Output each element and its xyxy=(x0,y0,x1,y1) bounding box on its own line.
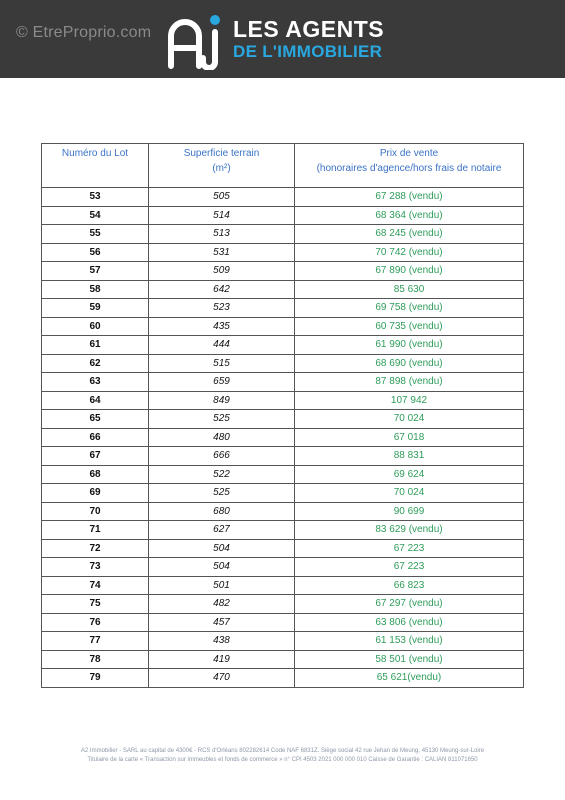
land-area-cell: 504 xyxy=(149,558,295,577)
sale-price-cell: 63 806 (vendu) xyxy=(295,613,524,632)
table-row xyxy=(42,280,524,299)
sale-price-cell: 67 890 (vendu) xyxy=(295,262,524,281)
land-area-cell: 680 xyxy=(149,502,295,521)
land-area-cell: 642 xyxy=(149,280,295,299)
land-area-cell: 435 xyxy=(149,317,295,336)
table-row xyxy=(42,243,524,262)
sale-price-cell: 90 699 xyxy=(295,502,524,521)
land-area-cell: 514 xyxy=(149,206,295,225)
sale-price-cell: 70 742 (vendu) xyxy=(295,243,524,262)
land-area-cell: 419 xyxy=(149,650,295,669)
table-row xyxy=(42,613,524,632)
sale-price-cell: 70 024 xyxy=(295,410,524,429)
land-area-cell: 523 xyxy=(149,299,295,318)
footer-license-info: Titulaire de la carte « Transaction sur immeubles et fonds de commerce » n° CPI 4503 2021 000 000 010 Caisse de Garantie : CALIAN 811071650 xyxy=(87,757,478,763)
lots-table xyxy=(41,143,524,688)
header-lot-number: Numéro du Lot xyxy=(42,144,149,188)
lot-number-cell: 54 xyxy=(42,206,149,225)
table-row xyxy=(42,558,524,577)
watermark-text: © EtreProprio.com xyxy=(16,24,152,41)
table-row xyxy=(42,669,524,688)
table-row xyxy=(42,576,524,595)
sale-price-cell: 68 364 (vendu) xyxy=(295,206,524,225)
table-row xyxy=(42,410,524,429)
table-row xyxy=(42,502,524,521)
table-row xyxy=(42,650,524,669)
lot-number-cell: 59 xyxy=(42,299,149,318)
sale-price-cell: 88 831 xyxy=(295,447,524,466)
brand-name: LES AGENTS xyxy=(233,16,385,42)
sale-price-cell: 69 758 (vendu) xyxy=(295,299,524,318)
lot-number-cell: 53 xyxy=(42,188,149,207)
table-row xyxy=(42,447,524,466)
table-row xyxy=(42,299,524,318)
table-body xyxy=(42,188,524,688)
land-area-cell: 505 xyxy=(149,188,295,207)
sale-price-cell: 85 630 xyxy=(295,280,524,299)
lot-number-cell: 77 xyxy=(42,632,149,651)
land-area-cell: 457 xyxy=(149,613,295,632)
table-row xyxy=(42,225,524,244)
lot-number-cell: 73 xyxy=(42,558,149,577)
table-row xyxy=(42,632,524,651)
sale-price-cell: 65 621(vendu) xyxy=(295,669,524,688)
land-area-cell: 525 xyxy=(149,410,295,429)
lot-number-cell: 55 xyxy=(42,225,149,244)
table-row xyxy=(42,188,524,207)
lot-number-cell: 68 xyxy=(42,465,149,484)
table-row xyxy=(42,317,524,336)
lot-number-cell: 57 xyxy=(42,262,149,281)
page-header xyxy=(0,0,565,78)
lot-number-cell: 63 xyxy=(42,373,149,392)
lot-number-cell: 56 xyxy=(42,243,149,262)
table-row xyxy=(42,539,524,558)
land-area-cell: 470 xyxy=(149,669,295,688)
table-row xyxy=(42,521,524,540)
sale-price-cell: 87 898 (vendu) xyxy=(295,373,524,392)
table-row xyxy=(42,206,524,225)
land-area-cell: 525 xyxy=(149,484,295,503)
brand-subtitle: DE L'IMMOBILIER xyxy=(233,42,383,61)
table-header-row xyxy=(42,144,524,188)
land-area-cell: 513 xyxy=(149,225,295,244)
land-area-cell: 444 xyxy=(149,336,295,355)
sale-price-cell: 69 624 xyxy=(295,465,524,484)
sale-price-cell: 60 735 (vendu) xyxy=(295,317,524,336)
table-row xyxy=(42,595,524,614)
sale-price-cell: 107 942 xyxy=(295,391,524,410)
sale-price-cell: 61 990 (vendu) xyxy=(295,336,524,355)
lot-number-cell: 67 xyxy=(42,447,149,466)
land-area-cell: 504 xyxy=(149,539,295,558)
lot-number-cell: 70 xyxy=(42,502,149,521)
sale-price-cell: 67 288 (vendu) xyxy=(295,188,524,207)
table-row xyxy=(42,354,524,373)
land-area-cell: 627 xyxy=(149,521,295,540)
sale-price-cell: 67 297 (vendu) xyxy=(295,595,524,614)
lot-number-cell: 65 xyxy=(42,410,149,429)
agents-logo-icon xyxy=(165,10,225,70)
lot-number-cell: 76 xyxy=(42,613,149,632)
lot-number-cell: 69 xyxy=(42,484,149,503)
table-row xyxy=(42,484,524,503)
header-land-area: Superficie terrain (m²) xyxy=(149,144,295,188)
table-row xyxy=(42,465,524,484)
lot-number-cell: 71 xyxy=(42,521,149,540)
land-area-cell: 480 xyxy=(149,428,295,447)
sale-price-cell: 58 501 (vendu) xyxy=(295,650,524,669)
header-sale-price: Prix de vente (honoraires d'agence/hors frais de notaire xyxy=(295,144,524,188)
lot-number-cell: 78 xyxy=(42,650,149,669)
land-area-cell: 482 xyxy=(149,595,295,614)
land-area-cell: 666 xyxy=(149,447,295,466)
land-area-cell: 438 xyxy=(149,632,295,651)
sale-price-cell: 67 223 xyxy=(295,539,524,558)
table-row xyxy=(42,262,524,281)
footer-company-info: A2 Immobilier - SARL au capital de 4300€ - RCS d'Orléans 802282614 Code NAF 6831Z. Siège social 42 rue Jehan de Meung, 45130 Meung-sur-Loire xyxy=(80,748,485,754)
table-row xyxy=(42,428,524,447)
land-area-cell: 509 xyxy=(149,262,295,281)
land-area-cell: 501 xyxy=(149,576,295,595)
land-area-cell: 531 xyxy=(149,243,295,262)
table-row xyxy=(42,373,524,392)
sale-price-cell: 70 024 xyxy=(295,484,524,503)
land-area-cell: 849 xyxy=(149,391,295,410)
table-row xyxy=(42,336,524,355)
sale-price-cell: 83 629 (vendu) xyxy=(295,521,524,540)
lot-number-cell: 66 xyxy=(42,428,149,447)
sale-price-cell: 66 823 xyxy=(295,576,524,595)
lot-number-cell: 58 xyxy=(42,280,149,299)
lot-number-cell: 79 xyxy=(42,669,149,688)
sale-price-cell: 67 223 xyxy=(295,558,524,577)
lot-number-cell: 62 xyxy=(42,354,149,373)
sale-price-cell: 68 245 (vendu) xyxy=(295,225,524,244)
table-row xyxy=(42,391,524,410)
lot-number-cell: 72 xyxy=(42,539,149,558)
land-area-cell: 659 xyxy=(149,373,295,392)
lot-number-cell: 74 xyxy=(42,576,149,595)
land-area-cell: 515 xyxy=(149,354,295,373)
lot-number-cell: 75 xyxy=(42,595,149,614)
sale-price-cell: 67 018 xyxy=(295,428,524,447)
sale-price-cell: 68 690 (vendu) xyxy=(295,354,524,373)
land-area-cell: 522 xyxy=(149,465,295,484)
lot-number-cell: 61 xyxy=(42,336,149,355)
lot-number-cell: 64 xyxy=(42,391,149,410)
lot-number-cell: 60 xyxy=(42,317,149,336)
sale-price-cell: 61 153 (vendu) xyxy=(295,632,524,651)
